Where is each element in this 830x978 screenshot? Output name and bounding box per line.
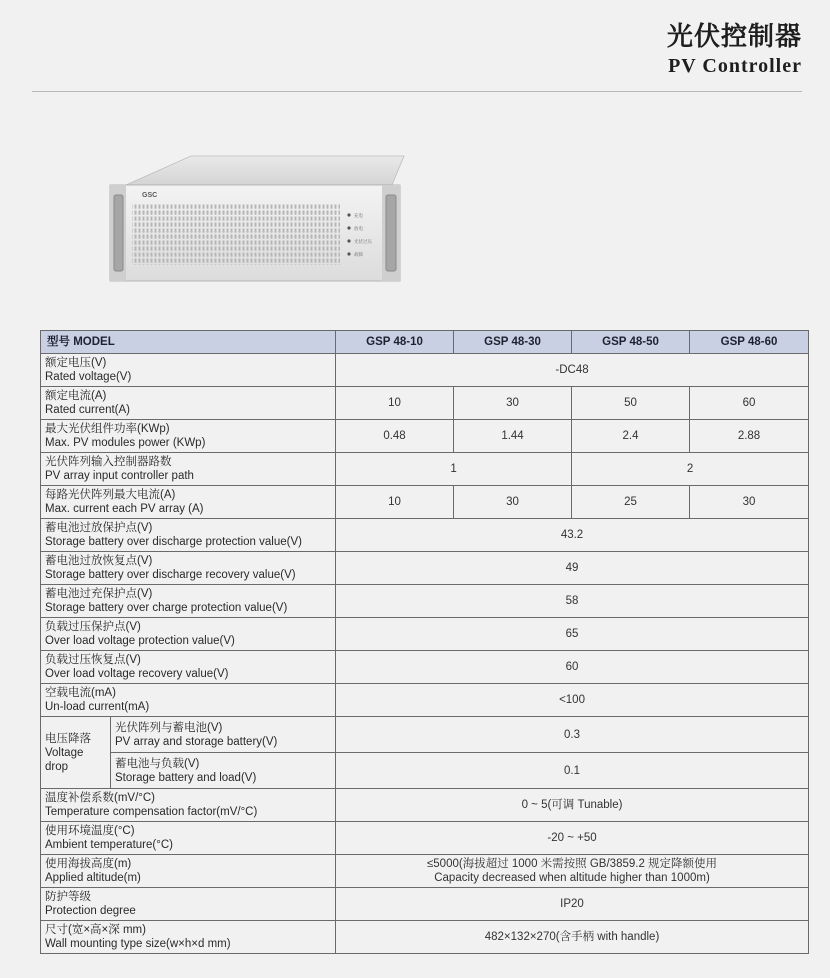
label-en: Storage battery over discharge recovery value(V) xyxy=(45,569,296,581)
row-label xyxy=(41,354,336,387)
model-col-3: GSP 48-50 xyxy=(572,331,690,354)
indicator-label-3: 光伏过压 xyxy=(354,240,372,245)
row-label xyxy=(41,585,336,618)
table-row xyxy=(41,453,809,486)
product-image xyxy=(106,150,406,285)
label-cn: 额定电压(V) xyxy=(45,357,107,369)
table-cell: IP20 xyxy=(336,888,809,921)
label-en: Un-load current(mA) xyxy=(45,701,150,713)
label-en: Temperature compensation factor(mV/°C) xyxy=(45,806,258,818)
page-title-cn: 光伏控制器 xyxy=(666,22,802,52)
table-cell: <100 xyxy=(336,684,809,717)
table-cell: 50 xyxy=(572,387,690,420)
row-label xyxy=(41,684,336,717)
label-cn: 蓄电池过充保护点(V) xyxy=(45,588,153,600)
label-cn: 使用海拔高度(m) xyxy=(45,858,132,870)
table-row xyxy=(41,552,809,585)
label-en: Storage battery and load(V) xyxy=(115,771,257,784)
table-cell xyxy=(336,855,809,888)
row-label xyxy=(111,717,336,753)
altitude-value-cn: ≤5000(海拔超过 1000 米需按照 GB/3859.2 规定降额使用 xyxy=(426,858,718,870)
table-row xyxy=(41,354,809,387)
table-cell: 30 xyxy=(454,486,572,519)
table-cell: 1.44 xyxy=(454,420,572,453)
label-cn: 防护等级 xyxy=(45,891,91,903)
label-en: drop xyxy=(45,760,69,773)
label-cn: 最大光伏组件功率(KWp) xyxy=(45,423,170,435)
table-cell: 0.3 xyxy=(336,717,809,753)
label-en: Storage battery over discharge protection value(V) xyxy=(45,536,302,548)
table-row xyxy=(41,789,809,822)
indicator-label-1: 充电 xyxy=(354,214,363,219)
indicator-label-4: 故障 xyxy=(354,253,363,258)
vent-grid xyxy=(132,203,340,265)
table-row xyxy=(41,486,809,519)
label-cn: 空载电流(mA) xyxy=(45,687,116,699)
table-row xyxy=(41,717,809,753)
label-cn: 额定电流(A) xyxy=(45,390,107,402)
table-cell: 10 xyxy=(336,387,454,420)
row-label xyxy=(41,789,336,822)
table-row xyxy=(41,651,809,684)
table-row xyxy=(41,387,809,420)
altitude-value-en: Capacity decreased when altitude higher than 1000m) xyxy=(434,872,710,884)
label-cn: 尺寸(宽×高×深 mm) xyxy=(45,924,146,936)
row-label xyxy=(41,618,336,651)
row-label xyxy=(41,387,336,420)
row-label xyxy=(41,420,336,453)
table-cell: 60 xyxy=(336,651,809,684)
row-label xyxy=(111,753,336,789)
model-col-1: GSP 48-10 xyxy=(336,331,454,354)
label-cn: 负载过压恢复点(V) xyxy=(45,654,141,666)
table-row xyxy=(41,822,809,855)
table-cell: 0.1 xyxy=(336,753,809,789)
row-label xyxy=(41,486,336,519)
page-header xyxy=(667,16,802,78)
label-en: Protection degree xyxy=(45,905,136,917)
table-row xyxy=(41,753,809,789)
table-cell: 49 xyxy=(336,552,809,585)
label-en: PV array and storage battery(V) xyxy=(115,735,278,748)
table-row xyxy=(41,684,809,717)
label-cn: 光伏阵列输入控制器路数 xyxy=(45,456,172,468)
table-cell: 58 xyxy=(336,585,809,618)
voltage-drop-label xyxy=(41,717,111,789)
table-cell: 2 xyxy=(572,453,809,486)
table-cell: 30 xyxy=(454,387,572,420)
table-cell: 1 xyxy=(336,453,572,486)
table-cell: 482×132×270(含手柄 with handle) xyxy=(336,921,809,954)
row-label xyxy=(41,888,336,921)
table-cell: 10 xyxy=(336,486,454,519)
label-cn: 每路光伏阵列最大电流(A) xyxy=(45,489,176,501)
row-label xyxy=(41,921,336,954)
label-cn: 负载过压保护点(V) xyxy=(45,621,141,633)
model-col-4: GSP 48-60 xyxy=(690,331,809,354)
table-cell: 30 xyxy=(690,486,809,519)
label-en: Ambient temperature(°C) xyxy=(45,839,173,851)
table-cell: 2.4 xyxy=(572,420,690,453)
rated-voltage-value: -DC48 xyxy=(336,354,809,387)
label-en: Rated voltage(V) xyxy=(45,371,132,383)
label-cn: 温度补偿系数(mV/°C) xyxy=(45,792,156,804)
row-label xyxy=(41,453,336,486)
label-en: Wall mounting type size(w×h×d mm) xyxy=(45,938,231,950)
table-cell: 43.2 xyxy=(336,519,809,552)
table-cell: 2.88 xyxy=(690,420,809,453)
table-cell: 0 ~ 5(可调 Tunable) xyxy=(336,789,809,822)
table-cell: 0.48 xyxy=(336,420,454,453)
header-divider xyxy=(32,91,802,92)
spec-table xyxy=(40,330,809,954)
label-en: Over load voltage recovery value(V) xyxy=(45,668,229,680)
page-title-en: PV Controller xyxy=(668,55,802,77)
row-label xyxy=(41,519,336,552)
table-header-row xyxy=(41,331,809,354)
model-col-2: GSP 48-30 xyxy=(454,331,572,354)
table-row xyxy=(41,618,809,651)
label-cn: 蓄电池与负载(V) xyxy=(115,757,200,770)
label-cn: 蓄电池过放恢复点(V) xyxy=(45,555,153,567)
model-header: 型号 MODEL xyxy=(41,331,336,354)
row-label xyxy=(41,552,336,585)
row-label xyxy=(41,822,336,855)
label-cn: 使用环境温度(°C) xyxy=(45,825,135,837)
label-en: PV array input controller path xyxy=(45,470,194,482)
label-en: Max. PV modules power (KWp) xyxy=(45,437,206,449)
table-cell: -20 ~ +50 xyxy=(336,822,809,855)
label-en: Rated current(A) xyxy=(45,404,131,416)
table-row xyxy=(41,888,809,921)
label-cn: 蓄电池过放保护点(V) xyxy=(45,522,153,534)
label-en: Applied altitude(m) xyxy=(45,872,141,884)
table-cell: 65 xyxy=(336,618,809,651)
indicator-label-2: 放电 xyxy=(354,227,363,232)
chassis-top xyxy=(126,156,404,185)
label-cn: 光伏阵列与蓄电池(V) xyxy=(115,721,223,734)
left-handle xyxy=(114,195,123,271)
table-row xyxy=(41,855,809,888)
label-en: Voltage xyxy=(45,746,84,759)
label-cn: 电压降落 xyxy=(45,732,91,745)
label-en: Storage battery over charge protection value(V) xyxy=(45,602,288,614)
table-row xyxy=(41,420,809,453)
table-cell: 25 xyxy=(572,486,690,519)
label-en: Over load voltage protection value(V) xyxy=(45,635,235,647)
row-label xyxy=(41,651,336,684)
table-row xyxy=(41,585,809,618)
label-en: Max. current each PV array (A) xyxy=(45,503,204,515)
table-row xyxy=(41,921,809,954)
table-row xyxy=(41,519,809,552)
row-label xyxy=(41,855,336,888)
right-handle xyxy=(386,195,396,271)
table-cell: 60 xyxy=(690,387,809,420)
product-brand: GSC xyxy=(142,192,158,199)
